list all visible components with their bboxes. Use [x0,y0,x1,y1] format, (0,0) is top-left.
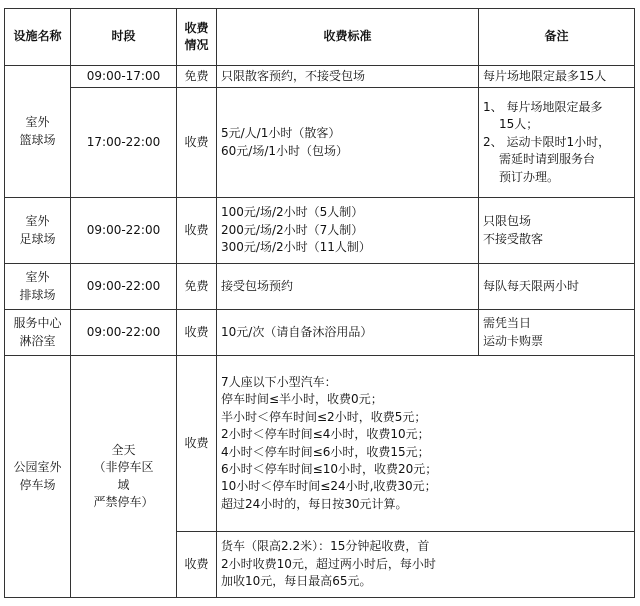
facility-volleyball: 室外 排球场 [5,264,71,310]
time-cell-parking: 全天 （非停车区 域 严禁停车） [71,356,177,598]
fee-standard-cell: 5元/人/1小时（散客） 60元/场/1小时（包场） [217,88,479,198]
time-cell: 09:00-22:00 [71,310,177,356]
facility-football: 室外 足球场 [5,198,71,264]
remark-cell: 需凭当日 运动卡购票 [479,310,635,356]
fee-status-cell: 收费 [177,88,217,198]
header-fee-status: 收费 情况 [177,9,217,66]
fee-table [4,8,635,598]
remark-cell: 只限包场 不接受散客 [479,198,635,264]
fee-standard-cell: 接受包场预约 [217,264,479,310]
table-row [5,310,635,356]
facility-basketball: 室外 篮球场 [5,66,71,198]
facility-parking: 公园室外 停车场 [5,356,71,598]
time-cell: 09:00-17:00 [71,66,177,88]
fee-standard-cell: 100元/场/2小时（5人制） 200元/场/2小时（7人制） 300元/场/2小时（11人制） [217,198,479,264]
fee-standard-cell-truck: 货车（限高2.2米）：15分钟起收费，首 2小时收费10元，超过两小时后，每小时 加收10元，每日最高65元。 [217,532,635,598]
fee-status-cell: 收费 [177,310,217,356]
table-row [5,264,635,310]
fee-status-cell: 收费 [177,532,217,598]
remark-cell: 每片场地限定最多15人 [479,66,635,88]
time-cell: 09:00-22:00 [71,198,177,264]
fee-status-cell: 免费 [177,264,217,310]
facility-shower: 服务中心 淋浴室 [5,310,71,356]
remark-cell: 每队每天限两小时 [479,264,635,310]
fee-status-cell: 收费 [177,198,217,264]
table-row [5,88,635,198]
time-cell: 17:00-22:00 [71,88,177,198]
fee-status-cell: 收费 [177,356,217,532]
header-time: 时段 [71,9,177,66]
table-row [5,66,635,88]
remark-cell: 1、 每片场地限定最多 15人； 2、 运动卡限时1小时， 需延时请到服务台 预订办理。 [479,88,635,198]
header-facility: 设施名称 [5,9,71,66]
fee-standard-cell-car: 7人座以下小型汽车： 停车时间≤半小时，收费0元； 半小时＜停车时间≤2小时，收费5元； 2小时＜停车时间≤4小时，收费10元； 4小时＜停车时间≤6小时，收费15元； 6小时＜停车时间≤10小时，收费20元； 10小时＜停车时间≤24小时,收费30元； 超过24小时的，每日按30元计算。 [217,356,635,532]
time-cell: 09:00-22:00 [71,264,177,310]
header-remark: 备注 [479,9,635,66]
table-row [5,198,635,264]
table-row [5,356,635,532]
header-row [5,9,635,66]
fee-standard-cell: 10元/次（请自备沐浴用品） [217,310,479,356]
fee-standard-cell: 只限散客预约，不接受包场 [217,66,479,88]
fee-status-cell: 免费 [177,66,217,88]
header-fee-standard: 收费标准 [217,9,479,66]
